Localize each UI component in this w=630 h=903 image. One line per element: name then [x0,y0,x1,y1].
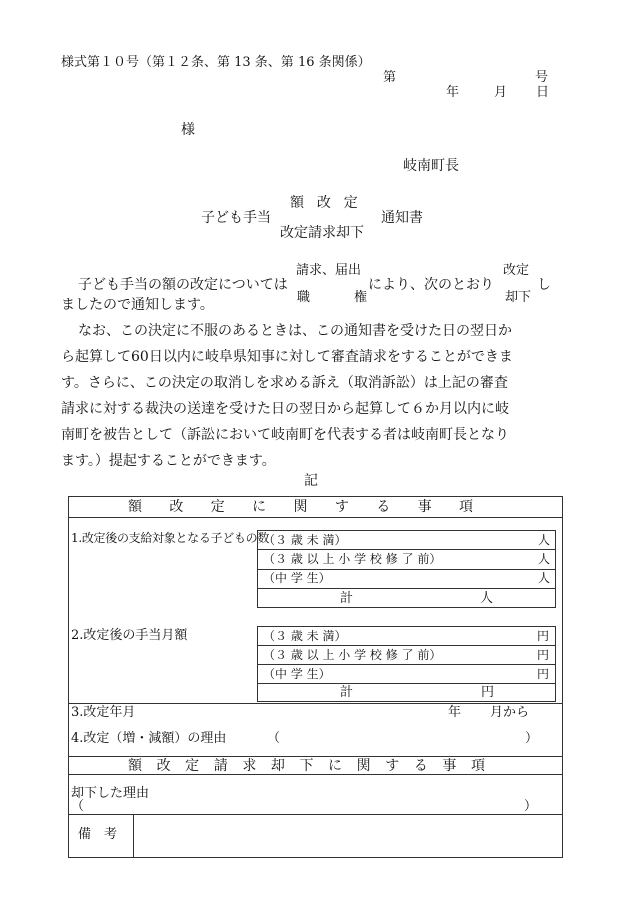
item4-open-paren: （ [267,731,281,746]
item2-label: 2.改定後の手当月額 [71,628,188,643]
amount-row-under3-label: （３ 歳 未 満） [263,629,347,643]
amount-row-under3-unit: 円 [537,629,550,643]
item1-label: 1.改定後の支給対象となる子どもの数 [71,531,270,545]
item3-month-from: 月から [490,705,530,720]
divider [68,703,563,704]
remarks-divider [133,814,134,858]
para2-line1: なお、この決定に不服のあるときは、この通知書を受けた日の翌日か [78,323,512,339]
item3-label: 3.改定年月 [71,705,136,720]
para2-line6: ます。）提起することができます。 [61,453,276,469]
section1-title: 額 改 定 に 関 す る 事 項 [128,499,473,515]
amount-total-unit: 円 [481,685,495,700]
children-row-middle-label: （中 学 生） [263,571,331,585]
para2-line3: す。さらに、この決定の取消しを求める訴え（取消訴訟）は上記の審査 [61,375,508,391]
amount-row-primary-unit: 円 [537,648,550,662]
rejection-open-paren: （ [71,799,85,814]
divider [257,569,556,570]
form-number: 様式第１０号（第１２条、第 13 条、第 16 条関係） [61,55,371,70]
children-row-middle-unit: 人 [538,571,551,585]
children-row-primary-unit: 人 [538,552,551,566]
para2-line5: 南町を被告として（訴訟において岐南町を代表する者は岐南町長となり [61,427,509,443]
body-line1-suffix: し [537,277,551,293]
number-prefix: 第 [383,70,397,85]
item3-year: 年 [448,705,462,720]
divider [257,645,556,646]
body-line2: ましたので通知します。 [61,297,214,313]
divider [257,683,556,684]
body-line1-middle: により、次のとおり [368,277,494,293]
divider [257,664,556,665]
option-ex-officio-1: 職 [297,290,311,305]
rejection-reason-label: 却下した理由 [71,786,150,801]
title-option-request-rejected: 改定請求却下 [280,225,364,241]
title-notice: 通知書 [381,210,423,226]
issuer-name: 岐南町長 [403,158,459,174]
option-change: 改定 [503,263,530,278]
divider [68,756,563,757]
para2-line2: ら起算して60日以内に岐阜県知事に対して審査請求をすることができま [61,349,513,365]
number-suffix: 号 [535,70,549,85]
amount-row-middle-unit: 円 [537,667,550,681]
date-day: 日 [536,85,550,100]
option-request-notification: 請求、届出 [296,263,362,278]
divider [68,517,563,518]
item4-label: 4.改定（増・減額）の理由 [71,731,227,746]
body-line1-prefix: 子ども手当の額の改定については [78,277,288,293]
para2-line4: 請求に対する裁決の送達を受けた日の翌日から起算して６か月以内に岐 [61,401,509,417]
option-ex-officio-2: 権 [354,290,368,305]
date-month: 月 [494,85,508,100]
ki-heading: 記 [304,473,318,489]
rejection-close-paren: ） [524,799,538,814]
addressee-sama: 様 [181,122,195,138]
option-reject: 却下 [505,290,532,305]
section2-title: 額 改 定 請 求 却 下 に 関 す る 事 項 [128,758,485,774]
item4-close-paren: ） [525,731,539,746]
children-row-primary-label: （３ 歳 以 上 小 学 校 修 了 前） [263,552,442,566]
title-option-amount-change: 額 改 定 [290,195,362,211]
divider [257,588,556,589]
divider [257,549,556,550]
children-total-label: 計 [340,591,354,606]
title-child-allowance: 子ども手当 [201,210,271,226]
children-total-unit: 人 [480,591,494,606]
amount-total-label: 計 [340,685,354,700]
remarks-label: 備 考 [78,827,118,842]
amount-row-primary-label: （３ 歳 以 上 小 学 校 修 了 前） [263,648,442,662]
amount-row-middle-label: （中 学 生） [263,667,331,681]
children-row-under3-label: （３ 歳 未 満） [263,533,347,547]
date-year: 年 [446,85,460,100]
divider [68,814,563,815]
children-row-under3-unit: 人 [538,533,551,547]
divider [68,774,563,775]
